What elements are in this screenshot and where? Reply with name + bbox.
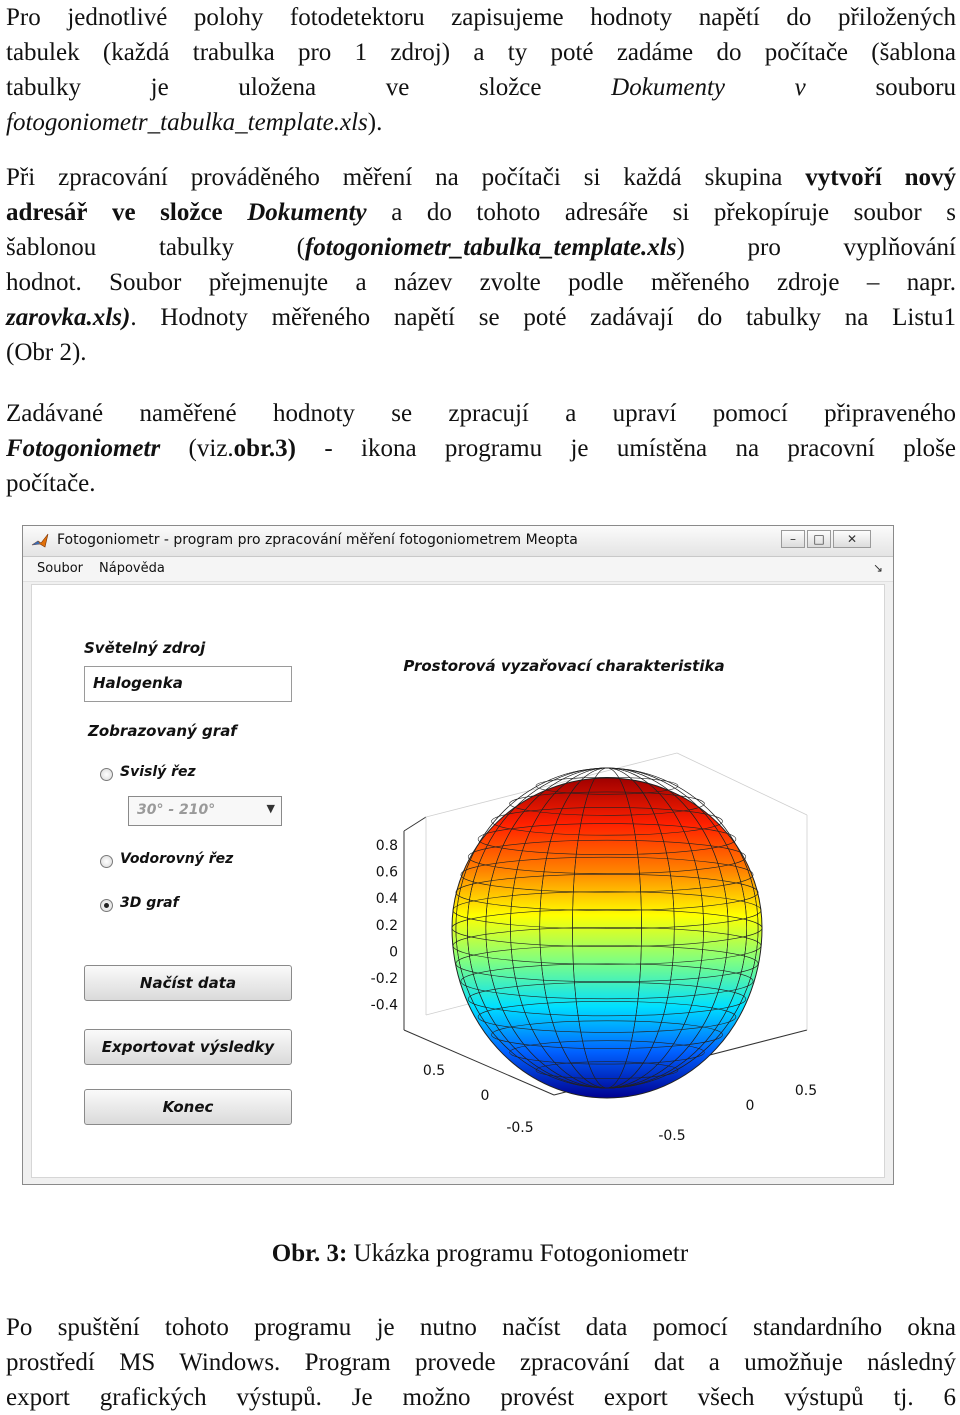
text-line: export grafických výstupů. Je možno provést export všech výstupů tj. 6	[6, 1384, 956, 1411]
end-button[interactable]: Konec	[84, 1089, 292, 1125]
minimize-button[interactable]: –	[781, 530, 805, 548]
window-title: Fotogoniometr - program pro zpracování měření fotogoniometrem Meopta	[57, 532, 578, 548]
y-tick-label: 0.5	[794, 1083, 818, 1099]
text-line: Zadávané naměřené hodnoty se zpracují a upraví pomocí připraveného	[6, 400, 956, 427]
angle-select-value: 30° - 210°	[137, 802, 216, 818]
text-line: fotogoniometr_tabulka_template.xls).	[6, 109, 383, 136]
load-data-button[interactable]: Načíst data	[84, 965, 292, 1001]
text-line: zarovka.xls). Hodnoty měřeného napětí se poté zadávají do tabulky na Listu1	[6, 304, 956, 331]
text-line: adresář ve složce Dokumenty a do tohoto adresáře si překopíruje soubor s	[6, 199, 957, 226]
x-tick-label: 0.5	[422, 1063, 446, 1079]
menu-bar	[23, 557, 893, 582]
y-tick-label: -0.5	[658, 1128, 686, 1144]
export-results-button[interactable]: Exportovat výsledky	[84, 1029, 292, 1065]
matlab-icon	[31, 532, 49, 550]
y-tick-label: 0	[745, 1098, 755, 1114]
z-tick-label: 0.6	[375, 864, 398, 881]
text-line: počítače.	[6, 470, 96, 497]
caption-label: Obr. 3:	[271, 1240, 348, 1267]
z-tick-label: 0	[389, 944, 398, 961]
radio-3d-graph[interactable]	[100, 899, 113, 912]
toolbar-arrow-icon[interactable]: ↘	[872, 561, 883, 575]
text-line: Po spuštění tohoto programu je nutno načíst data pomocí standardního okna	[6, 1314, 956, 1341]
title-bar	[23, 526, 893, 557]
app-window	[22, 525, 894, 1185]
graph-type-label: Zobrazovaný graf	[88, 722, 237, 740]
paragraph-4	[6, 1310, 956, 1415]
z-ticks	[371, 838, 398, 1014]
text-line: (Obr 2).	[6, 339, 87, 366]
z-tick-label: -0.4	[370, 997, 398, 1014]
text-line: Fotogoniometr (viz.obr.3) - ikona programu je umístěna na pracovní ploše	[6, 435, 956, 462]
main-panel	[31, 584, 885, 1178]
paragraph-1	[6, 0, 956, 140]
paragraph-3	[6, 396, 956, 501]
radiation-plot	[332, 645, 882, 1175]
z-tick-label: 0.4	[375, 891, 398, 908]
y-ticks	[658, 1083, 817, 1144]
radio-vertical-cut-label: Svislý řez	[120, 764, 196, 780]
caption-text: Ukázka programu Fotogoniometr	[347, 1240, 689, 1267]
text-line: Při zpracování prováděného měření na počítači si každá skupina vytvoří nový	[6, 164, 957, 191]
radio-3d-graph-label: 3D graf	[120, 895, 179, 911]
menu-napoveda[interactable]: Nápověda	[99, 561, 165, 576]
z-tick-label: -0.2	[370, 971, 398, 987]
paragraph-2	[6, 160, 956, 370]
z-tick-label: 0.8	[375, 838, 398, 854]
text-line: prostředí MS Windows. Program provede zpracování dat a umožňuje následný	[6, 1349, 956, 1376]
figure-caption	[0, 1240, 960, 1268]
z-tick-label: 0.2	[375, 917, 398, 934]
text-line: hodnot. Soubor přejmenujte a název zvolte podle měřeného zdroje – napr.	[6, 269, 956, 296]
maximize-button[interactable]: □	[807, 530, 831, 548]
menu-soubor[interactable]: Soubor	[37, 561, 83, 576]
close-button[interactable]: ✕	[833, 530, 871, 548]
plot-title: Prostorová vyzařovací charakteristika	[403, 657, 725, 675]
angle-select[interactable]	[128, 796, 282, 826]
radiation-surface	[452, 768, 762, 1098]
x-tick-label: 0	[480, 1088, 490, 1104]
text-line: šablonou tabulky (fotogoniometr_tabulka_template.xls) pro vyplňování	[6, 234, 956, 261]
text-line: tabulky je uložena ve složce Dokumenty v souboru	[6, 74, 957, 101]
chevron-down-icon: ▼	[266, 802, 275, 815]
light-source-field[interactable]: Halogenka	[84, 666, 292, 702]
x-tick-label: -0.5	[506, 1120, 534, 1136]
radio-horizontal-cut[interactable]	[100, 855, 113, 868]
text-line: tabulek (každá trabulka pro 1 zdroj) a ty poté zadáme do počítače (šablona	[6, 39, 956, 66]
text-line: Pro jednotlivé polohy fotodetektoru zapisujeme hodnoty napětí do přiložených	[6, 4, 956, 31]
radio-vertical-cut[interactable]	[100, 768, 113, 781]
x-ticks	[423, 1063, 534, 1136]
radio-horizontal-cut-label: Vodorovný řez	[120, 851, 234, 867]
light-source-label: Světelný zdroj	[84, 639, 206, 657]
